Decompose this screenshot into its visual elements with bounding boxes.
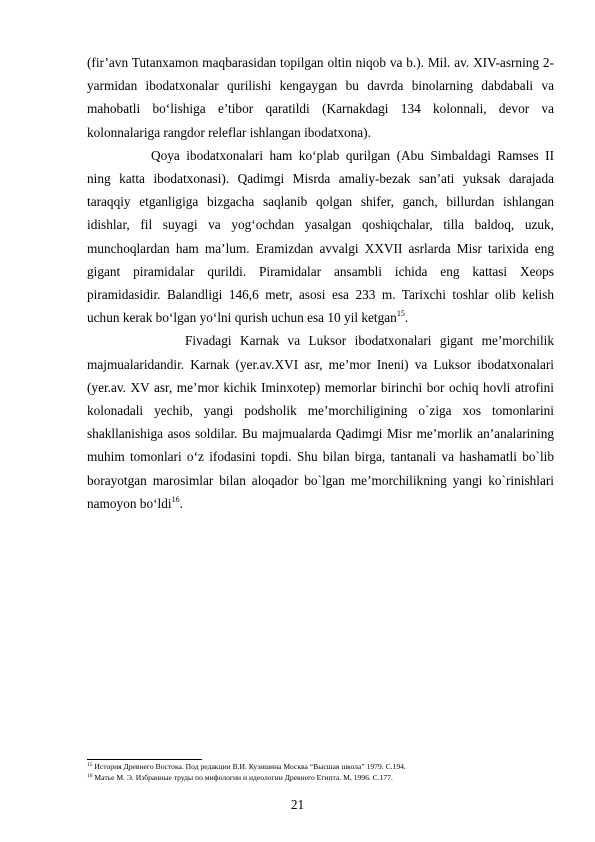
paragraph-3: [87, 329, 554, 515]
footnote-divider: [87, 759, 202, 760]
footnote-text: Матье М. Э. Избранные труды по мифологии и идеологии Древнего Египта. М, 1996. С.177.: [92, 773, 393, 782]
footnote-16: [87, 772, 554, 783]
paragraph-1: [87, 51, 554, 144]
paragraph-1-text: (fir’avn Tutanxamon maqbarasidan topilgan oltin niqob va b.). Mil. av. XIV-asrning 2-yarmidan ibodatxonalar qurilishi kengaygan bu davrda binolarning dabdabali va mahobatli bo‘lishiga e’tibor qaratildi (Karnakdagi 134 kolonnali, devor va kolonnalariga rangdor releflar ishlangan ibodatxona).: [87, 55, 554, 140]
footnote-15: [87, 761, 554, 772]
footnote-ref-15[interactable]: 15: [396, 309, 405, 319]
page-number: 21: [290, 797, 305, 812]
paragraph-3-text: Fivadagi Karnak va Luksor ibodatxonalari gigant me’morchilik majmualaridandir. Karnak (yer.av.XVI asr, me’mor Ineni) va Luksor ibodatxonalari (yer.av. XV asr, me’mor kichik Iminxotep) memorlar birinchi bor ochiq hovli atrofini kolonadali yechib, yangi podsholik me’morchiligining o`ziga xos tomonlarini shakllanishiga asos soldilar. Bu majmualarda Qadimgi Misr me’morlik an’analarining muhim tomonlari o‘z ifodasini topdi. Shu bilan birga, tantanali va hashamatli bo`lib borayotgan marosimlar bilan aloqador bo`lgan me’morchilikning yangi ko`rinishlari namoyon bo‘ldi: [87, 333, 554, 511]
paragraph-3-end: .: [179, 495, 183, 511]
footnote-ref-16[interactable]: 16: [171, 494, 180, 504]
footnote-text: История Древнего Востока. Под редакции В.И. Кузишина Москва “Высшая школа” 1979. С.194.: [92, 762, 406, 771]
main-text: [87, 51, 554, 515]
footnote-number: 16: [87, 773, 93, 779]
footnotes: [87, 761, 554, 783]
paragraph-2-text: Qoya ibodatxonalari ham ko‘plab qurilgan (Abu Simbaldagi Ramses II ning katta ibodatxonasi). Qadimgi Misrda amaliy-bezak san’ati yuksak darajada taraqqiy etganligiga bizgacha saqlanib qolgan shifer, ganch, billurdan ishlangan idishlar, fil suyagi va yog‘ochdan yasalgan qoshiqchalar, tilla baldoq, uzuk, munchoqlardan ham ma’lum. Eramizdan avvalgi XXVII asrlarda Misr tarixida eng gigant piramidalar qurildi. Piramidalar ansambli ichida eng kattasi Xeops piramidasidir. Balandligi 146,6 metr, asosi esa 233 m. Tarixchi toshlar olib kelish uchun kerak bo‘lgan yo‘lni qurish uchun esa 10 yil ketgan: [87, 147, 554, 326]
paragraph-2: [87, 144, 554, 330]
footnote-number: 15: [87, 762, 93, 768]
paragraph-2-end: .: [404, 310, 409, 326]
